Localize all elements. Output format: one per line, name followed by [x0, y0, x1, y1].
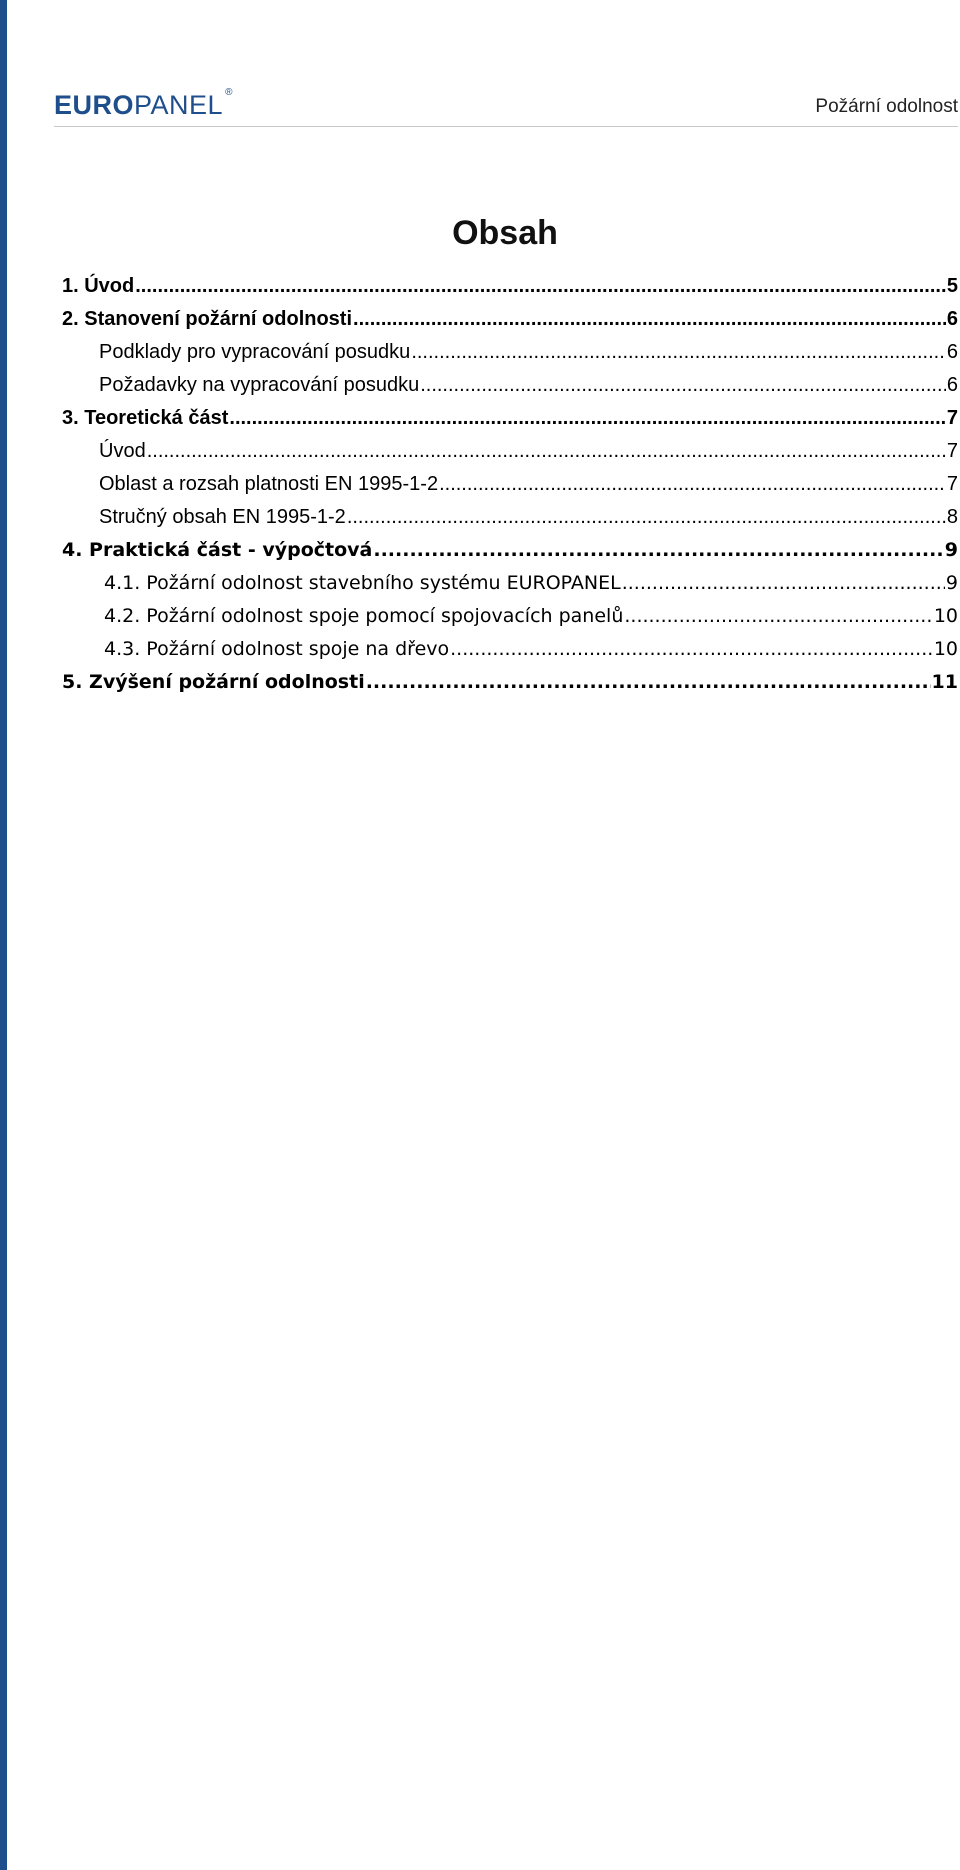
toc-entry[interactable]	[62, 534, 958, 567]
toc-entry[interactable]	[62, 336, 958, 369]
toc-leader-dots	[366, 666, 931, 699]
toc-leader-dots	[622, 567, 945, 600]
toc-entry[interactable]	[62, 666, 958, 699]
page-left-border	[0, 0, 7, 1870]
toc-entry-title: 1. Úvod	[62, 275, 135, 297]
toc-entry[interactable]	[62, 633, 958, 666]
toc-leader-dots	[411, 336, 946, 369]
toc-entry-page: 5	[946, 275, 958, 297]
toc-entry-page: 8	[946, 506, 958, 528]
toc-leader-dots	[229, 402, 945, 435]
toc-entry-title: 4.1. Požární odolnost stavebního systému EUROPANEL	[104, 572, 621, 594]
toc-entry-page: 6	[946, 308, 958, 330]
toc-entry-page: 6	[946, 341, 958, 363]
toc-leader-dots	[373, 534, 943, 567]
toc-entry[interactable]	[62, 501, 958, 534]
toc-leader-dots	[450, 633, 933, 666]
toc-entry[interactable]	[62, 600, 958, 633]
toc-entry-title: 2. Stanovení požární odolnosti	[62, 308, 353, 330]
document-title: Požární odolnost	[815, 96, 958, 117]
toc-entry-page: 7	[946, 473, 958, 495]
toc-leader-dots	[347, 501, 946, 534]
toc-entry[interactable]	[62, 567, 958, 600]
toc-entry-title: 3. Teoretická část	[62, 407, 229, 429]
toc-entry-page: 6	[946, 374, 958, 396]
toc-leader-dots	[439, 468, 946, 501]
toc-entry[interactable]	[62, 303, 958, 336]
logo-bold-text: EURO	[54, 90, 135, 120]
toc-entry-page: 7	[946, 440, 958, 462]
toc-entry-title: 4.3. Požární odolnost spoje na dřevo	[104, 638, 450, 660]
toc-entry-title: 5. Zvýšení požární odolnosti	[62, 671, 365, 693]
toc-entry-page: 11	[931, 671, 958, 693]
page-header	[54, 86, 958, 127]
toc-entry-page: 7	[946, 407, 958, 429]
toc-entry-title: 4. Praktická část - výpočtová	[62, 539, 373, 561]
toc-entry-page: 10	[933, 638, 958, 660]
toc-entry-title: Úvod	[99, 440, 146, 462]
table-of-contents	[62, 270, 958, 699]
toc-entry[interactable]	[62, 435, 958, 468]
toc-entry-page: 10	[933, 605, 958, 627]
toc-entry-page: 9	[944, 539, 958, 561]
toc-entry-title: Oblast a rozsah platnosti EN 1995-1-2	[99, 473, 439, 495]
toc-entry[interactable]	[62, 270, 958, 303]
toc-leader-dots	[135, 270, 946, 303]
toc-heading: Obsah	[452, 214, 558, 252]
toc-entry[interactable]	[62, 369, 958, 402]
toc-entry-title: Podklady pro vypracování posudku	[99, 341, 411, 363]
registered-mark: ®	[225, 87, 233, 98]
toc-leader-dots	[420, 369, 946, 402]
toc-entry-title: Stručný obsah EN 1995-1-2	[99, 506, 346, 528]
toc-leader-dots	[353, 303, 946, 336]
toc-entry[interactable]	[62, 402, 958, 435]
toc-leader-dots	[147, 435, 946, 468]
toc-entry[interactable]	[62, 468, 958, 501]
europanel-logo	[54, 87, 233, 120]
toc-entry-title: Požadavky na vypracování posudku	[99, 374, 420, 396]
logo-light-text: PANEL	[134, 90, 224, 120]
toc-leader-dots	[624, 600, 932, 633]
toc-entry-page: 9	[945, 572, 958, 594]
toc-entry-title: 4.2. Požární odolnost spoje pomocí spojovacích panelů	[104, 605, 624, 627]
